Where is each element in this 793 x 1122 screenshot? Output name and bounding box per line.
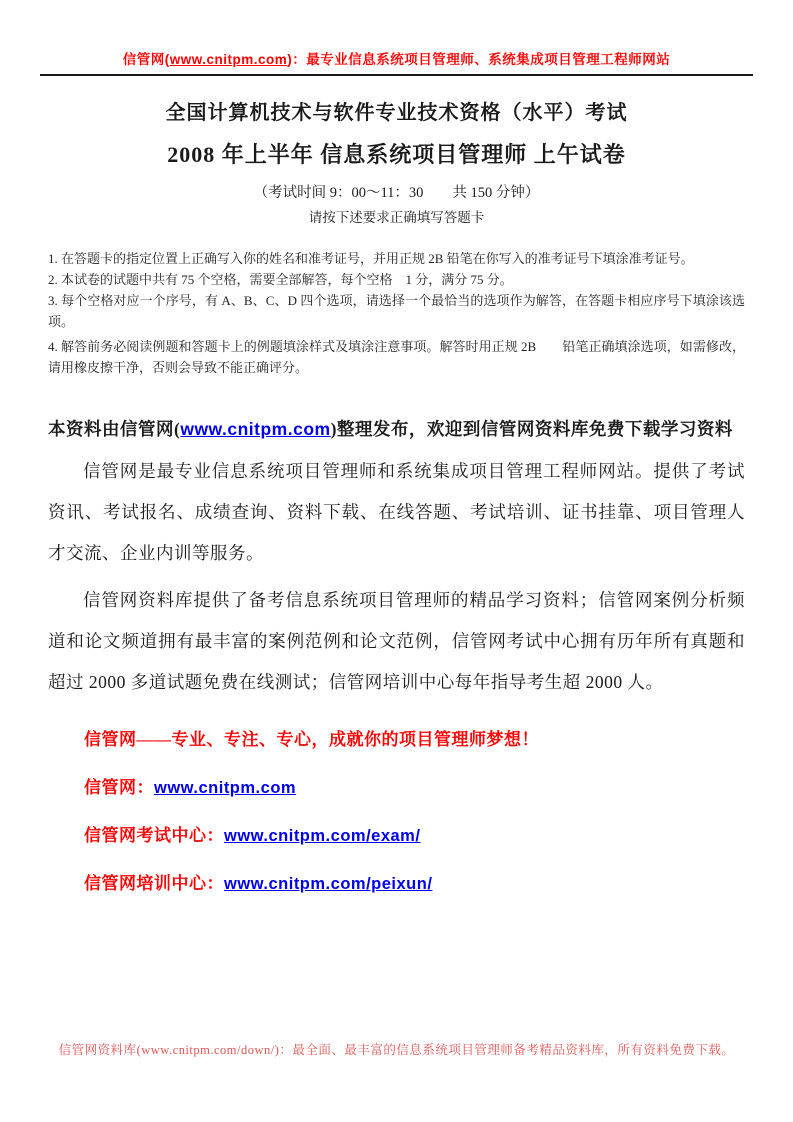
instruction-text: 在答题卡的指定位置上正确写入你的姓名和准考证号，并用正规 2B 铅笔在你写入的准考证号下填涂准考证号。 — [57, 251, 694, 266]
promo-exam-row — [48, 821, 745, 846]
instruction-text: 每个空格对应一个序号，有 A、B、C、D 四个选项，请选择一个最恰当的选项作为解答，在答题卡相应序号下填涂该选项。 — [48, 293, 745, 329]
intro-paragraph-1: 信管网是最专业信息系统项目管理师和系统集成项目管理工程师网站。提供了考试资讯、考试报名、成绩查询、资料下载、在线答题、考试培训、证书挂靠、项目管理人才交流、企业内训等服务。 — [48, 461, 745, 563]
instruction-number: 3. — [48, 293, 58, 308]
promo-exam-link[interactable]: www.cnitpm.com/exam/ — [224, 827, 421, 845]
promo-slogan: 信管网——专业、专注、专心，成就你的项目管理师梦想！ — [84, 730, 539, 749]
intro-paragraph-2: 信管网资料库提供了备考信息系统项目管理师的精品学习资料；信管网案例分析频道和论文频道拥有最丰富的案例范例和论文范例，信管网考试中心拥有历年所有真题和超过 2000 多道试题免费在线测试；信管网培训中心每年指导考生超 2000 人。 — [48, 590, 745, 692]
answer-sheet-note: 请按下述要求正确填写答题卡 — [308, 210, 485, 225]
instruction-text: 解答前务必阅读例题和答题卡上的例题填涂样式及填涂注意事项。解答时用正规 2B 铅笔正确填涂选项，如需修改，请用橡皮擦干净，否则会导致不能正确评分。 — [48, 339, 745, 375]
header-divider — [40, 74, 753, 76]
instructions-list — [48, 248, 745, 378]
statement-suffix: )整理发布，欢迎到信管网资料库免费下载学习资料 — [330, 419, 733, 439]
site-header-suffix: )：最专业信息系统项目管理师、系统集成项目管理工程师网站 — [287, 52, 671, 67]
promo-training-row — [48, 869, 745, 894]
statement-link[interactable]: www.cnitpm.com — [180, 419, 331, 439]
promo-exam-label: 信管网考试中心： — [84, 826, 224, 845]
site-header-link[interactable]: www.cnitpm.com — [169, 52, 288, 67]
instruction-number: 1. — [48, 251, 58, 266]
source-statement — [48, 416, 745, 441]
exam-subtitle: 2008 年上半年 信息系统项目管理师 上午试卷 — [167, 142, 626, 167]
exam-time: （考试时间 9：00～11：30 共 150 分钟） — [253, 185, 540, 201]
promo-home-row — [48, 773, 745, 798]
instruction-item-1 — [48, 248, 745, 269]
promo-home-link[interactable]: www.cnitpm.com — [154, 779, 297, 797]
instruction-number: 2. — [48, 272, 58, 287]
promo-home-label: 信管网： — [84, 778, 154, 797]
page-footer: 信管网资料库(www.cnitpm.com/down/)：最全面、最丰富的信息系统项目管理师备考精品资料库，所有资料免费下载。 — [58, 1043, 735, 1057]
promo-training-label: 信管网培训中心： — [84, 874, 224, 893]
promo-training-link[interactable]: www.cnitpm.com/peixun/ — [224, 875, 433, 893]
instruction-text: 本试卷的试题中共有 75 个空格，需要全部解答，每个空格 1 分，满分 75 分。 — [57, 272, 513, 287]
exam-title: 全国计算机技术与软件专业技术资格（水平）考试 — [165, 102, 628, 124]
promo-block — [48, 725, 745, 894]
instruction-item-2 — [48, 269, 745, 290]
statement-prefix: 本资料由信管网( — [48, 419, 181, 439]
site-header-prefix: 信管网( — [122, 52, 170, 67]
instruction-item-4 — [48, 336, 745, 378]
instruction-item-3 — [48, 290, 745, 332]
site-header — [48, 48, 745, 68]
instruction-number: 4. — [48, 339, 58, 354]
